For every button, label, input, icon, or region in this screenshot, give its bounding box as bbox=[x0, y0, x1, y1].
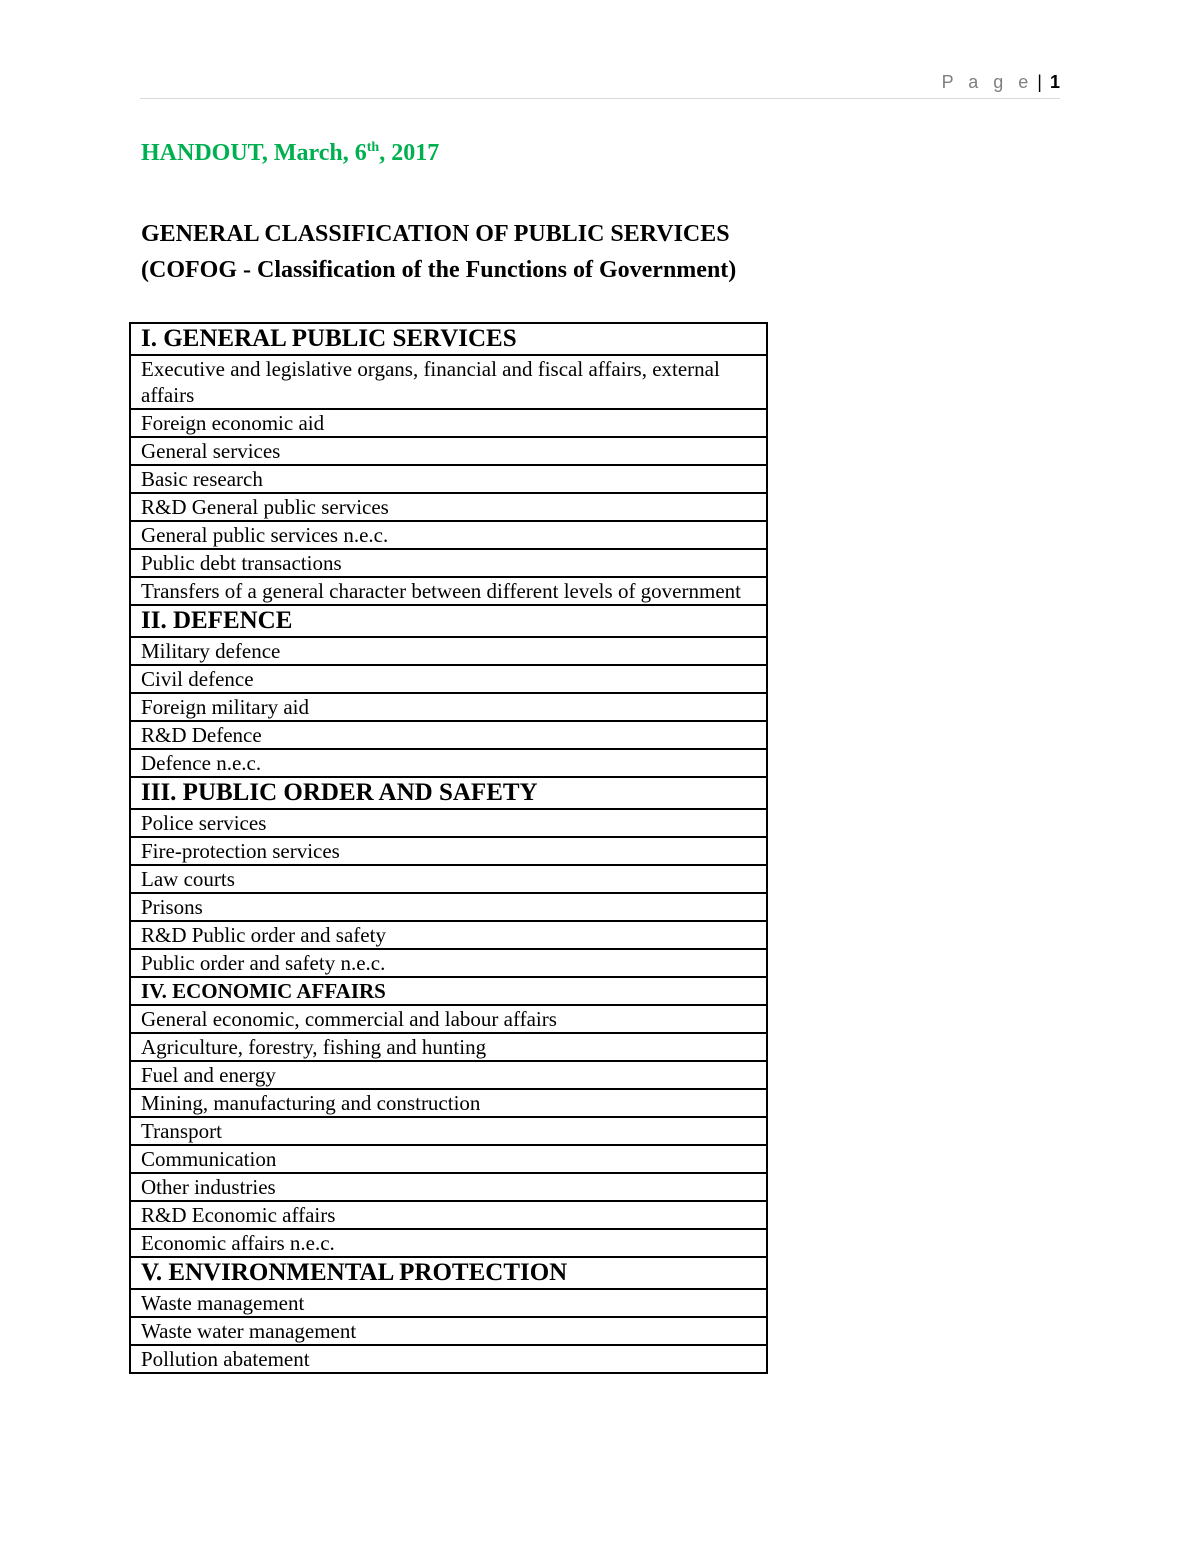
table-row bbox=[130, 577, 767, 605]
table-row bbox=[130, 865, 767, 893]
page-number-value: 1 bbox=[1049, 72, 1060, 92]
table-cell: Executive and legislative organs, financial and fiscal affairs, external affairs bbox=[130, 355, 767, 409]
table-row bbox=[130, 921, 767, 949]
table-cell: Fire-protection services bbox=[130, 837, 767, 865]
table-row bbox=[130, 409, 767, 437]
section-heading-row bbox=[130, 1257, 767, 1289]
cofog-table bbox=[129, 322, 768, 1374]
table-cell: Transport bbox=[130, 1117, 767, 1145]
table-cell: Prisons bbox=[130, 893, 767, 921]
section-heading-row bbox=[130, 605, 767, 637]
table-cell: Basic research bbox=[130, 465, 767, 493]
table-row bbox=[130, 665, 767, 693]
handout-date-prefix: HANDOUT, March, 6 bbox=[141, 140, 367, 166]
document-title-line-2: (COFOG - Classification of the Functions of Government) bbox=[141, 257, 737, 283]
table-row bbox=[130, 1201, 767, 1229]
table-cell: Pollution abatement bbox=[130, 1345, 767, 1373]
table-cell: R&D Public order and safety bbox=[130, 921, 767, 949]
section-heading-row bbox=[130, 977, 767, 1005]
table-row bbox=[130, 1005, 767, 1033]
table-row bbox=[130, 1089, 767, 1117]
table-cell: Military defence bbox=[130, 637, 767, 665]
table-row bbox=[130, 465, 767, 493]
document-title bbox=[141, 216, 736, 288]
table-cell: Waste management bbox=[130, 1289, 767, 1317]
handout-date-suffix: , 2017 bbox=[379, 140, 440, 166]
table-row bbox=[130, 521, 767, 549]
table-row bbox=[130, 1289, 767, 1317]
table-cell: General public services n.e.c. bbox=[130, 521, 767, 549]
table-cell: Civil defence bbox=[130, 665, 767, 693]
section-heading-row bbox=[130, 777, 767, 809]
table-cell: R&D General public services bbox=[130, 493, 767, 521]
table-cell: Waste water management bbox=[130, 1317, 767, 1345]
handout-date-heading bbox=[141, 140, 439, 167]
table-row bbox=[130, 437, 767, 465]
table-cell: Public order and safety n.e.c. bbox=[130, 949, 767, 977]
section-heading: IV. ECONOMIC AFFAIRS bbox=[130, 977, 767, 1005]
table-row bbox=[130, 1173, 767, 1201]
table-row bbox=[130, 837, 767, 865]
table-row bbox=[130, 355, 767, 409]
table-row bbox=[130, 1345, 767, 1373]
table-row bbox=[130, 1317, 767, 1345]
section-heading-row bbox=[130, 323, 767, 355]
table-row bbox=[130, 721, 767, 749]
table-row bbox=[130, 1061, 767, 1089]
table-cell: General services bbox=[130, 437, 767, 465]
section-heading: V. ENVIRONMENTAL PROTECTION bbox=[130, 1257, 767, 1289]
table-cell: R&D Defence bbox=[130, 721, 767, 749]
table-cell: Agriculture, forestry, fishing and hunting bbox=[130, 1033, 767, 1061]
table-cell: Foreign military aid bbox=[130, 693, 767, 721]
page-header bbox=[140, 70, 1060, 99]
table-cell: R&D Economic affairs bbox=[130, 1201, 767, 1229]
table-cell: Police services bbox=[130, 809, 767, 837]
table-cell: Law courts bbox=[130, 865, 767, 893]
table-cell: Mining, manufacturing and construction bbox=[130, 1089, 767, 1117]
page-separator: | bbox=[1037, 72, 1042, 92]
table-cell: Other industries bbox=[130, 1173, 767, 1201]
table-cell: Transfers of a general character between different levels of government bbox=[130, 577, 767, 605]
table-cell: Public debt transactions bbox=[130, 549, 767, 577]
table-cell: Defence n.e.c. bbox=[130, 749, 767, 777]
table-row bbox=[130, 749, 767, 777]
section-heading: III. PUBLIC ORDER AND SAFETY bbox=[130, 777, 767, 809]
table-row bbox=[130, 1117, 767, 1145]
page-label: P a g e bbox=[941, 72, 1034, 92]
table-cell: Economic affairs n.e.c. bbox=[130, 1229, 767, 1257]
table-row bbox=[130, 949, 767, 977]
table-row bbox=[130, 637, 767, 665]
table-row bbox=[130, 1229, 767, 1257]
table-row bbox=[130, 1145, 767, 1173]
table-row bbox=[130, 893, 767, 921]
table-row bbox=[130, 493, 767, 521]
section-heading: I. GENERAL PUBLIC SERVICES bbox=[130, 323, 767, 355]
table-row bbox=[130, 549, 767, 577]
table-cell: Foreign economic aid bbox=[130, 409, 767, 437]
table-row bbox=[130, 809, 767, 837]
table-cell: Fuel and energy bbox=[130, 1061, 767, 1089]
section-heading: II. DEFENCE bbox=[130, 605, 767, 637]
table-row bbox=[130, 1033, 767, 1061]
table-cell: General economic, commercial and labour affairs bbox=[130, 1005, 767, 1033]
table-row bbox=[130, 693, 767, 721]
table-cell: Communication bbox=[130, 1145, 767, 1173]
page-number bbox=[942, 72, 1060, 93]
document-title-line-1: GENERAL CLASSIFICATION OF PUBLIC SERVICES bbox=[141, 221, 730, 247]
handout-date-superscript: th bbox=[366, 140, 380, 155]
